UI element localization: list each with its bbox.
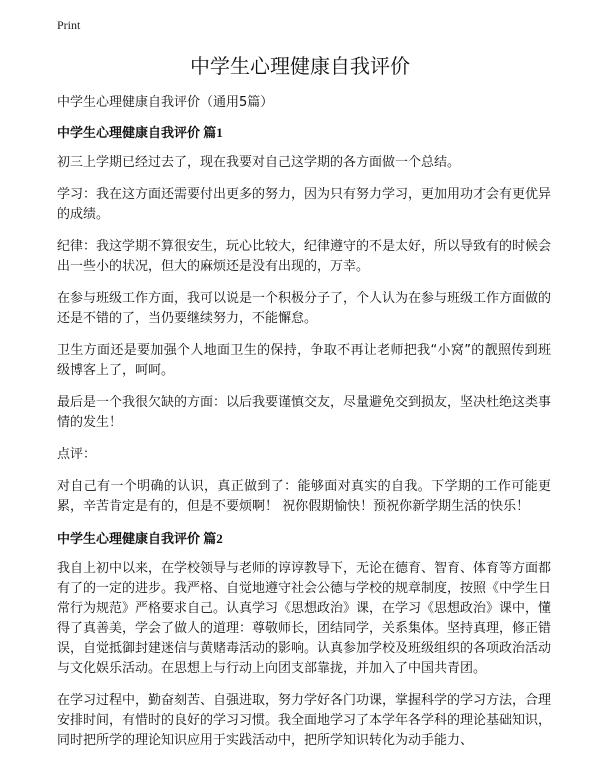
article-subtitle: 中学生心理健康自我评价（通用5篇） [57,95,274,110]
article-body [57,93,551,763]
paragraph: 初三上学期已经过去了，现在我要对自己这学期的各方面做一个总结。 [57,155,461,170]
paragraph: 卫生方面还是要加强个人地面卫生的保持，争取不再让老师把我“小窝”的靓照传到班级博客上了，呵呵。 [57,343,551,378]
paragraph: 在学习过程中，勤奋刻苦、自强进取，努力学好各门功课，掌握科学的学习方法，合理安排时间，有惜时的良好的学习习惯。我全面地学习了本学年各学科的理论基础知识，同时把所学的理论知识应用于实践活动中，把所学知识转化为动手能力、 [57,693,552,748]
paragraph: 最后是一个我很欠缺的方面：以后我要谨慎交友，尽量避免交到损友，坚决杜绝这类事情的发生！ [57,395,552,430]
section-heading-1: 中学生心理健康自我评价 篇1 [57,125,223,140]
page-title: 中学生心理健康自我评价 [190,54,410,78]
paragraph: 纪律：我这学期不算很安生，玩心比较大，纪律遵守的不是太好，所以导致有的时候会出一些小的状况，但大的麻烦还是没有出现的，万幸。 [57,239,552,274]
paragraph: 在参与班级工作方面，我可以说是一个积极分子了，个人认为在参与班级工作方面做的还是不错的了，当仍要继续努力，不能懈怠。 [57,291,552,326]
section-heading-2: 中学生心理健康自我评价 篇2 [57,531,223,546]
paragraph: 学习：我在这方面还需要付出更多的努力，因为只有努力学习，更加用功才会有更优异的成绩。 [57,187,552,222]
print-link[interactable]: Print [57,18,81,32]
paragraph: 对自己有一个明确的认识，真正做到了：能够面对真实的自我。下学期的工作可能更累，辛苦肯定是有的，但是不要烦啊！ 祝你假期愉快！预祝你新学期生活的快乐！ [57,479,551,514]
paragraph: 点评： [57,447,97,462]
paragraph: 我自上初中以来，在学校领导与老师的谆谆教导下，无论在德育、智育、体育等方面都有了的一定的进步。我严格、自觉地遵守社会公德与学校的规章制度，按照《中学生日常行为规范》严格要求自己。认真学习《思想政治》课，在学习《思想政治》课中，懂得了真善美，学会了做人的道理：尊敬师长，团结同学，关系集体。坚持真理，修正错误，自觉抵御封建迷信与黄赌毒活动的影响。认真参加学校及班级组织的各项政治活动与文化娱乐活动。在思想上与行动上向团支部靠拢，并加入了中国共青团。 [57,561,552,676]
